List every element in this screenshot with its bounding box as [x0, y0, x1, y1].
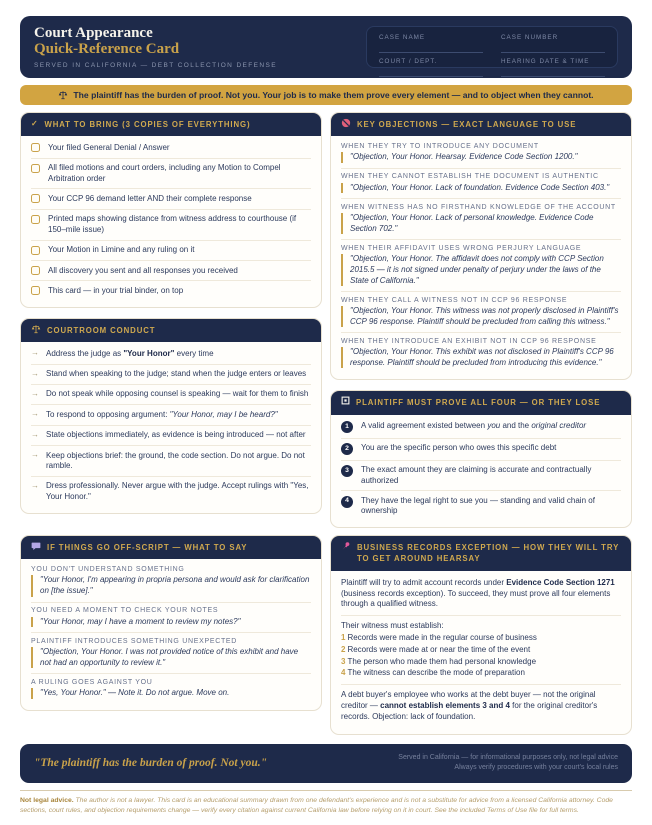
objection-quote: "Objection, Your Honor. Hearsay. Evidence Code Section 1200.": [341, 152, 621, 163]
arrow-icon: →: [31, 480, 39, 490]
checkbox[interactable]: [31, 246, 40, 255]
establish-line: 1 Records were made in the regular course of business: [341, 632, 537, 642]
establish-line: 4 The witness can describe the mode of preparation: [341, 668, 525, 678]
objection-quote: "Objection, Your Honor. Lack of personal knowledge. Evidence Code Section 702.": [341, 213, 621, 234]
checklist-item-text: Your filed General Denial / Answer: [48, 142, 170, 152]
speech-bubble-icon: [31, 541, 41, 551]
offscript-label: PLAINTIFF INTRODUCES SOMETHING UNEXPECTED: [31, 637, 238, 645]
burden-of-proof-banner: [20, 85, 632, 105]
courtroom-conduct-title: COURTROOM CONDUCT: [47, 325, 156, 335]
legal-disclaimer: [20, 790, 632, 816]
arrow-icon: →: [31, 450, 39, 460]
courtroom-conduct-list: [21, 342, 321, 513]
offscript-item: [31, 603, 311, 634]
scales-icon: [58, 90, 68, 100]
objection-item: [341, 169, 621, 200]
arrow-icon: →: [31, 368, 39, 378]
business-records-card: [330, 535, 632, 734]
objection-label: WHEN WITNESS HAS NO FIRSTHAND KNOWLEDGE OF THE ACCOUNT: [341, 203, 616, 211]
scales-icon: [31, 324, 41, 334]
bottom-row: [20, 535, 632, 734]
objection-item: [341, 199, 621, 240]
proof-item: [341, 439, 621, 461]
objection-quote: "Objection, Your Honor. This witness was not properly disclosed in Plaintiff's CCP 96 response. Plaintiff should be precluded from calling this witness.": [341, 306, 621, 327]
conduct-item: [31, 365, 311, 385]
offscript-quote: "Yes, Your Honor." — Note it. Do not argue. Move on.: [31, 688, 311, 699]
header-titles: [34, 26, 277, 68]
proof-item-text: You are the specific person who owes this specific debt: [361, 443, 557, 453]
conduct-item-text: State objections immediately, as evidence is being introduced — not after: [46, 430, 306, 440]
checklist-item-text: All filed motions and court orders, including any Motion to Compel Arbitration order: [48, 163, 281, 183]
witness-establish-block: [341, 616, 621, 685]
step-number-badge: 1: [341, 421, 353, 433]
step-number-badge: 2: [341, 443, 353, 455]
arrow-icon: →: [31, 388, 39, 398]
business-records-body: [331, 571, 631, 734]
key-objections-header: [331, 113, 631, 136]
pushpin-icon: [341, 541, 351, 551]
right-column: [330, 112, 632, 528]
step-number-badge: 4: [341, 496, 353, 508]
checklist-square-icon: [341, 396, 350, 405]
conduct-item-text: Stand when speaking to the judge; stand when the judge enters or leaves: [46, 369, 307, 378]
hearing-datetime-label: HEARING DATE & TIME: [501, 58, 590, 65]
objection-item: [341, 138, 621, 169]
check-icon: ✓: [31, 119, 39, 128]
checklist-item-text: Printed maps showing distance from witness address to courthouse (if 150–mile issue): [48, 214, 297, 234]
conduct-item-text: Dress professionally. Never argue with the judge. Accept rulings with "Yes, Your Honor.": [46, 481, 309, 501]
checklist-item: [31, 138, 311, 158]
offscript-list: [21, 559, 321, 709]
no-entry-icon: [341, 118, 351, 128]
arrow-icon: →: [31, 429, 39, 439]
debt-buyer-paragraph: A debt buyer's employee who works at the debt buyer — not the original creditor — cannot establish elements 3 and 4 for the original creditor's records. Objection: lack of foundation.: [341, 690, 598, 721]
conduct-item-text: To respond to opposing argument: "Your Honor, may I be heard?": [46, 409, 278, 419]
offscript-card: [20, 535, 322, 711]
banner-text: The plaintiff has the burden of proof. Not you. Your job is to make them prove every element — and to object when they cannot.: [73, 90, 594, 100]
courtroom-conduct-header: [21, 319, 321, 342]
conduct-item-text: Do not speak while opposing counsel is speaking — wait for them to finish: [46, 389, 309, 399]
conduct-item: [31, 385, 311, 405]
objection-item: [341, 292, 621, 333]
objection-quote: "Objection, Your Honor. This exhibit was not disclosed in Plaintiff's CCP 96 response. Plaintiff should be precluded from introducing this evidence.": [341, 347, 621, 368]
conduct-item-text: Keep objections brief: the ground, the code section. Do not argue. Do not ramble.: [46, 450, 305, 470]
objection-label: WHEN THEY TRY TO INTRODUCE ANY DOCUMENT: [341, 142, 539, 150]
conduct-item: [31, 477, 311, 507]
checklist-item: [31, 281, 311, 300]
page-tagline: SERVED IN CALIFORNIA — DEBT COLLECTION DEFENSE: [34, 62, 277, 70]
courtroom-conduct-card: [20, 318, 322, 514]
objection-label: WHEN THEY CANNOT ESTABLISH THE DOCUMENT IS AUTHENTIC: [341, 173, 599, 181]
case-name-field: [379, 34, 483, 53]
proof-item-text: They have the legal right to sue you — standing and valid chain of ownership: [361, 495, 595, 516]
left-column: [20, 112, 322, 514]
objection-label: WHEN THEY CALL A WITNESS NOT IN CCP 96 RESPONSE: [341, 296, 568, 304]
court-dept-field: [379, 58, 483, 77]
arrow-icon: →: [31, 348, 39, 358]
plaintiff-must-prove-title: PLAINTIFF MUST PROVE ALL FOUR — OR THEY LOSE: [356, 398, 601, 408]
proof-item-text: A valid agreement existed between you and the original creditor: [361, 421, 587, 431]
footer-note-line: Always verify procedures with your court's local rules: [454, 764, 618, 772]
checklist-item: [31, 261, 311, 281]
footer-band: [20, 744, 632, 784]
objection-label: WHEN THEIR AFFIDAVIT USES WRONG PERJURY LANGUAGE: [341, 244, 582, 252]
checklist-item: [31, 210, 311, 241]
top-row: [20, 112, 632, 528]
checkbox[interactable]: [31, 215, 40, 224]
case-name-input[interactable]: [379, 44, 483, 53]
checkbox[interactable]: [31, 286, 40, 295]
objection-quote: "Objection, Your Honor. Lack of foundation. Evidence Code Section 403.": [341, 183, 621, 194]
what-to-bring-title: WHAT TO BRING (3 COPIES OF EVERYTHING): [44, 120, 251, 129]
offscript-item: [31, 561, 311, 602]
key-objections-list: [331, 136, 631, 379]
offscript-title: IF THINGS GO OFF-SCRIPT — WHAT TO SAY: [47, 543, 248, 553]
offscript-header: [21, 536, 321, 559]
objection-label: WHEN THEY INTRODUCE AN EXHIBIT NOT IN CCP 96 RESPONSE: [341, 337, 597, 345]
hearing-datetime-input[interactable]: [501, 68, 605, 77]
header-band: [20, 16, 632, 78]
offscript-quote: "Your Honor, I'm appearing in propria persona and would ask for clarification on [the issue].": [31, 575, 311, 596]
proof-item: [341, 417, 621, 439]
checklist-item: [31, 159, 311, 190]
case-number-input[interactable]: [501, 44, 605, 53]
conduct-item: [31, 344, 311, 364]
business-records-paragraph: Plaintiff will try to admit account records under Evidence Code Section 1271 (business records exception). To succeed, they must prove all four elements through a qualified witness.: [341, 573, 621, 616]
objection-quote: "Objection, Your Honor. The affidavit does not comply with CCP Section 2015.5 — it is not signed under penalty of perjury under the laws of the State of California.": [341, 254, 621, 286]
plaintiff-must-prove-list: [331, 415, 631, 528]
proof-item: [341, 461, 621, 492]
what-to-bring-card: [20, 112, 322, 308]
conduct-item: [31, 405, 311, 425]
offscript-label: YOU DON'T UNDERSTAND SOMETHING: [31, 565, 185, 573]
case-number-field: [501, 34, 605, 53]
checkbox[interactable]: [31, 194, 40, 203]
offscript-item: [31, 633, 311, 674]
footer-quote: "The plaintiff has the burden of proof. Not you.": [34, 757, 267, 770]
hearing-datetime-field: [501, 58, 605, 77]
witness-establish-intro: Their witness must establish:: [341, 621, 444, 631]
proof-item-text: The exact amount they are claiming is accurate and contractually authorized: [361, 465, 592, 485]
conduct-item-text: Address the judge as "Your Honor" every time: [46, 348, 214, 358]
offscript-label: A RULING GOES AGAINST YOU: [31, 678, 153, 686]
establish-line: 3 The person who made them had personal knowledge: [341, 656, 537, 666]
business-records-column: [330, 535, 632, 734]
key-objections-title: KEY OBJECTIONS — EXACT LANGUAGE TO USE: [357, 120, 577, 129]
offscript-item: [31, 674, 311, 704]
conduct-item: [31, 446, 311, 477]
checklist-item-text: Your CCP 96 demand letter AND their complete response: [48, 193, 252, 203]
court-dept-label: COURT / DEPT.: [379, 58, 438, 65]
what-to-bring-header: [21, 113, 321, 136]
offscript-quote: "Your Honor, may I have a moment to review my notes?": [31, 617, 311, 628]
offscript-quote: "Objection, Your Honor. I was not provided notice of this exhibit and have not had an opportunity to review it.": [31, 647, 311, 668]
proof-item: [341, 491, 621, 521]
business-records-title: BUSINESS RECORDS EXCEPTION — HOW THEY WILL TRY TO GET AROUND HEARSAY: [357, 543, 620, 564]
page-subtitle: Quick-Reference Card: [34, 41, 180, 58]
disclaimer-text: The author is not a lawyer. This card is an educational summary drawn from one defendant's experience and is not a substitute for advice from a licensed California attorney. Code sections, court rules, and objection requirements change — verify every citation against current California law before relying on it in court. See the included Terms of Use file for full terms.: [20, 797, 613, 815]
objection-item: [341, 333, 621, 373]
plaintiff-must-prove-card: [330, 390, 632, 528]
what-to-bring-list: [21, 136, 321, 307]
disclaimer-lead: Not legal advice.: [20, 797, 74, 805]
checkbox[interactable]: [31, 164, 40, 173]
case-info-panel: [366, 26, 618, 68]
conduct-item: [31, 426, 311, 446]
case-number-label: CASE NUMBER: [501, 34, 559, 41]
checklist-item-text: All discovery you sent and all responses you received: [48, 265, 238, 275]
business-records-header: [331, 536, 631, 571]
court-dept-input[interactable]: [379, 68, 483, 77]
step-number-badge: 3: [341, 465, 353, 477]
checklist-item: [31, 189, 311, 209]
page-title: Court Appearance: [34, 24, 153, 41]
key-objections-card: [330, 112, 632, 380]
checklist-item: [31, 241, 311, 261]
arrow-icon: →: [31, 409, 39, 419]
footer-note-line: Served in California — for informational purposes only, not legal advice: [398, 753, 618, 761]
objection-item: [341, 240, 621, 292]
establish-line: 2 Records were made at or near the time of the event: [341, 644, 531, 654]
checklist-item-text: This card — in your trial binder, on top: [48, 285, 184, 295]
checkbox[interactable]: [31, 143, 40, 152]
offscript-label: YOU NEED A MOMENT TO CHECK YOUR NOTES: [31, 607, 219, 615]
offscript-column: [20, 535, 322, 711]
case-name-label: CASE NAME: [379, 34, 426, 41]
checkbox[interactable]: [31, 266, 40, 275]
checklist-item-text: Your Motion in Limine and any ruling on it: [48, 245, 195, 255]
plaintiff-must-prove-header: [331, 391, 631, 414]
